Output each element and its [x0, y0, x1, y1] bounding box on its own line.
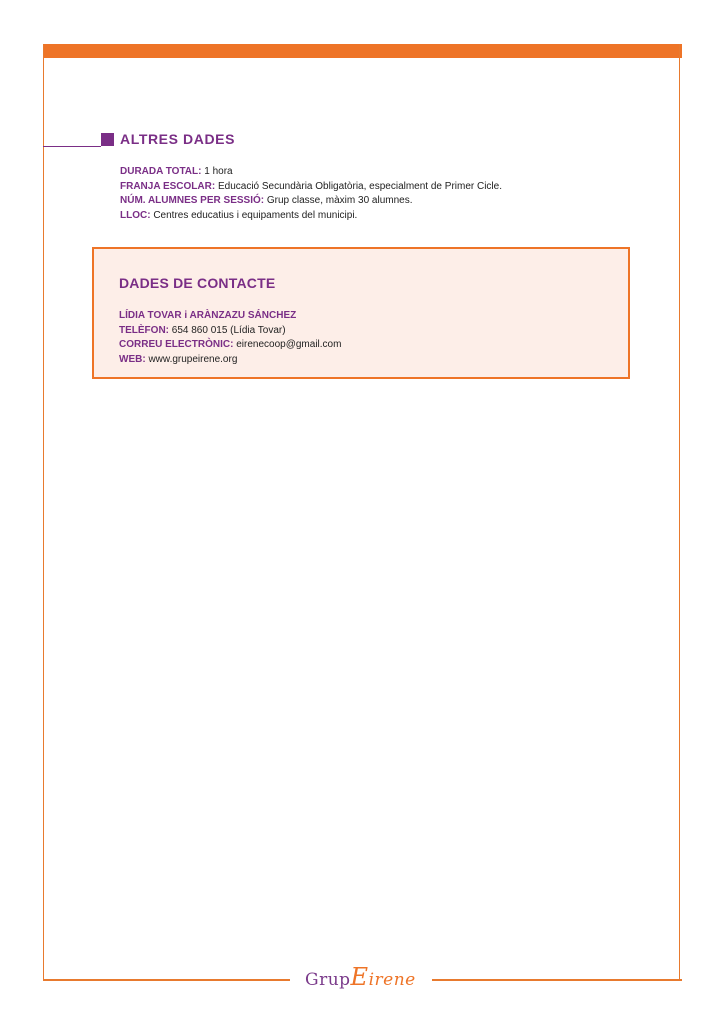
- contact-label: WEB:: [119, 353, 146, 365]
- contact-email-link[interactable]: eirenecoop@gmail.com: [233, 339, 342, 350]
- section-title-other-data: ALTRES DADES: [120, 131, 236, 147]
- contact-box: [92, 247, 630, 379]
- contact-names: LÍDIA TOVAR i ARÀNZAZU SÁNCHEZ: [119, 310, 297, 321]
- grup-eirene-logo: [305, 962, 425, 992]
- info-label: LLOC:: [120, 209, 151, 221]
- info-row-school-level: [120, 180, 502, 195]
- other-data-list: [120, 165, 502, 223]
- info-row-duration: [120, 165, 502, 180]
- contact-value: 654 860 015 (Lídia Tovar): [169, 324, 286, 336]
- contact-list: [119, 309, 341, 367]
- info-value: 1 hora: [201, 166, 233, 177]
- contact-row-phone: [119, 324, 341, 339]
- logo-e-text: E: [350, 963, 369, 991]
- section-rule: [43, 146, 101, 147]
- info-row-place: [120, 209, 502, 224]
- logo-grup-text: Grup: [305, 970, 351, 990]
- info-label: DURADA TOTAL:: [120, 166, 202, 177]
- info-label: FRANJA ESCOLAR:: [120, 180, 216, 192]
- contact-web-link[interactable]: www.grupeirene.org: [145, 353, 238, 365]
- info-value: Centres educatius i equipaments del municipi.: [150, 209, 358, 221]
- contact-label: TELÈFON:: [119, 324, 169, 336]
- info-label: NÚM. ALUMNES PER SESSIÓ:: [120, 195, 265, 206]
- footer-rule-left: [43, 979, 290, 981]
- info-value: Grup classe, màxim 30 alumnes.: [264, 195, 413, 206]
- contact-row-web: [119, 353, 341, 368]
- contact-row-email: [119, 338, 341, 353]
- contact-title: DADES DE CONTACTE: [119, 275, 276, 291]
- contact-label: CORREU ELECTRÒNIC:: [119, 339, 234, 350]
- logo-irene-text: irene: [368, 970, 416, 990]
- footer-rule-right: [432, 979, 682, 981]
- section-marker-icon: [101, 133, 114, 146]
- info-value: Educació Secundària Obligatòria, especialment de Primer Cicle.: [215, 180, 502, 192]
- info-row-students: [120, 194, 502, 209]
